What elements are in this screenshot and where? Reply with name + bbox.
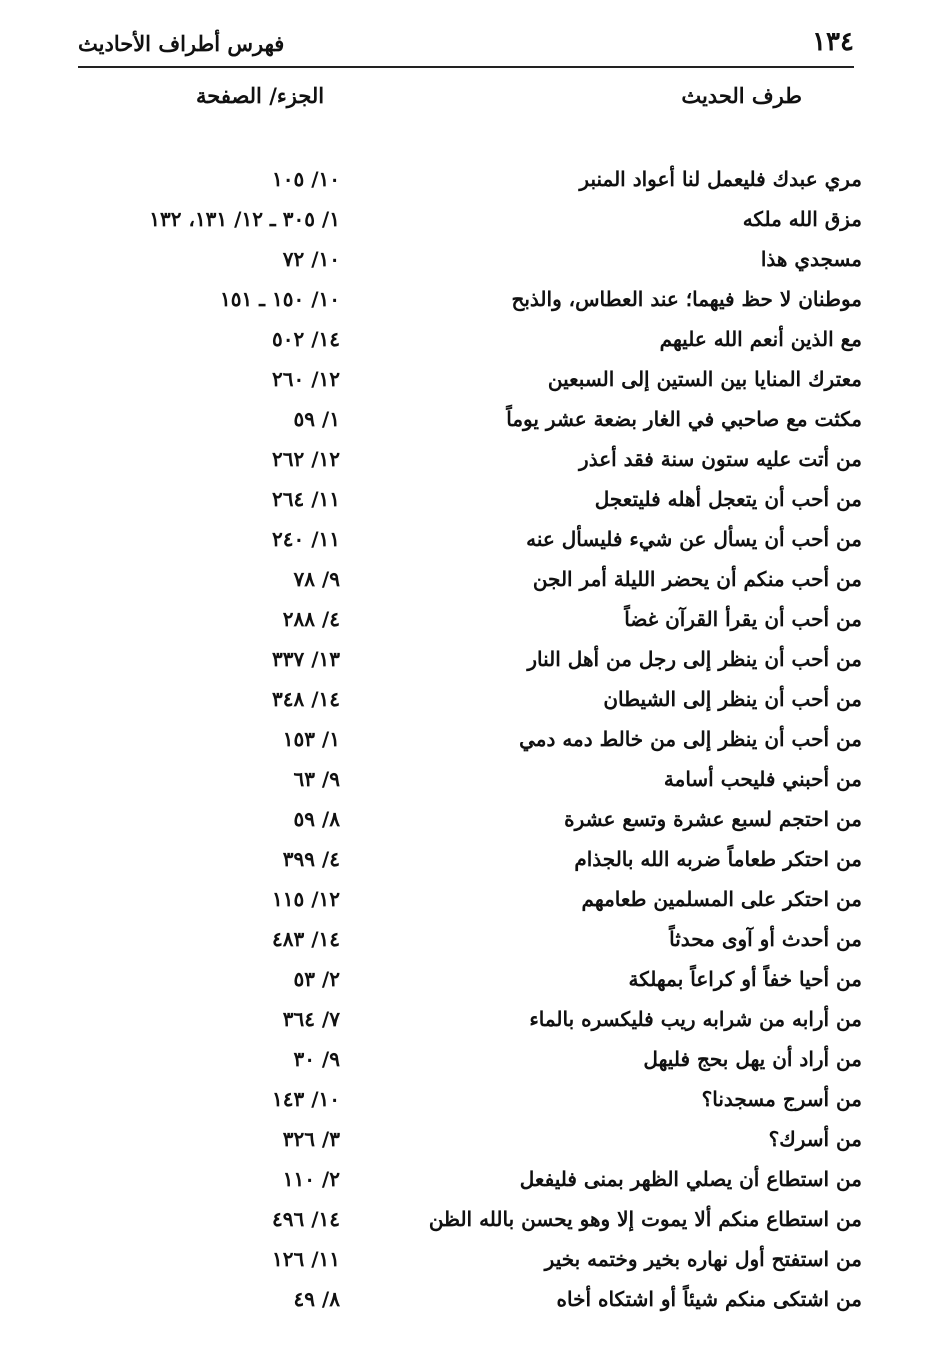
hadith-text: من أحب منكم أن يحضر الليلة أمر الجن (532, 567, 862, 591)
hadith-text: من أتت عليه ستون سنة فقد أعذر (579, 447, 862, 471)
hadith-text: مع الذين أنعم الله عليهم (659, 327, 862, 351)
volume-page-reference: ١٢/ ٢٦٢ (272, 447, 340, 471)
hadith-text: من استفتح أول نهاره بخير وختمه بخير (544, 1247, 862, 1271)
index-entry (78, 1280, 862, 1320)
index-entry (78, 840, 862, 880)
volume-page-reference: ١٤/ ٤٨٣ (272, 927, 340, 951)
index-entry (78, 1200, 862, 1240)
index-entry (78, 240, 862, 280)
hadith-text: مسجدي هذا (760, 247, 862, 271)
hadith-text: من أحب أن ينظر إلى رجل من أهل النار (527, 647, 862, 671)
volume-page-reference: ١٤/ ٤٩٦ (272, 1207, 340, 1231)
volume-page-reference: ١/ ٥٩ (293, 407, 340, 431)
volume-page-reference: ٩/ ٦٣ (293, 767, 340, 791)
volume-page-reference: ٢/ ١١٠ (282, 1167, 340, 1191)
index-entry (78, 280, 862, 320)
hadith-text: من أحب أن يتعجل أهله فليتعجل (594, 487, 862, 511)
index-entry (78, 520, 862, 560)
index-entry (78, 1000, 862, 1040)
index-entry (78, 360, 862, 400)
volume-page-reference: ٣/ ٣٢٦ (282, 1127, 340, 1151)
volume-page-reference: ١٠/ ١٠٥ (272, 167, 340, 191)
hadith-text: من أحب أن يقرأ القرآن غضاً (624, 607, 862, 631)
index-entry (78, 720, 862, 760)
index-entry (78, 1120, 862, 1160)
hadith-text: من أرابه من شرابه ريب فليكسره بالماء (529, 1007, 862, 1031)
volume-page-reference: ١٣/ ٣٣٧ (272, 647, 340, 671)
hadith-index-list (78, 160, 862, 1320)
hadith-text: مكثت مع صاحبي في الغار بضعة عشر يوماً (506, 407, 862, 431)
hadith-text: من احتكر طعاماً ضربه الله بالجذام (574, 847, 862, 871)
volume-page-reference: ١١/ ٢٤٠ (272, 527, 340, 551)
index-entry (78, 1080, 862, 1120)
index-title: فهرس أطراف الأحاديث (78, 31, 285, 56)
index-entry (78, 680, 862, 720)
hadith-text: من استطاع أن يصلي الظهر بمنى فليفعل (519, 1167, 862, 1191)
hadith-text: من اشتكى منكم شيئاً أو اشتكاه أخاه (556, 1287, 862, 1311)
volume-page-reference: ١٠/ ٧٢ (282, 247, 340, 271)
index-entry (78, 600, 862, 640)
index-entry (78, 880, 862, 920)
column-header-reference: الجزء/ الصفحة (196, 83, 325, 108)
hadith-text: من استطاع منكم ألا يموت إلا وهو يحسن بالله الظن (428, 1207, 862, 1231)
hadith-text: من أحب أن ينظر إلى الشيطان (603, 687, 862, 711)
index-entry (78, 640, 862, 680)
volume-page-reference: ١٠/ ١٤٣ (272, 1087, 340, 1111)
hadith-text: من أحدث أو آوى محدثاً (669, 927, 862, 951)
volume-page-reference: ٤/ ٣٩٩ (282, 847, 340, 871)
volume-page-reference: ٧/ ٣٦٤ (282, 1007, 340, 1031)
index-entry (78, 200, 862, 240)
volume-page-reference: ٨/ ٤٩ (293, 1287, 340, 1311)
index-entry (78, 480, 862, 520)
volume-page-reference: ٢/ ٥٣ (293, 967, 340, 991)
running-header (78, 18, 854, 66)
hadith-text: من أحب أن ينظر إلى من خالط دمه دمي (519, 727, 862, 751)
index-entry (78, 160, 862, 200)
hadith-text: من احتكر على المسلمين طعامهم (581, 887, 862, 911)
volume-page-reference: ١١/ ٢٦٤ (272, 487, 340, 511)
index-entry (78, 1160, 862, 1200)
hadith-text: من أحبني فليحب أسامة (663, 767, 862, 791)
index-entry (78, 1240, 862, 1280)
header-rule (78, 66, 854, 68)
hadith-text: معترك المنايا بين الستين إلى السبعين (547, 367, 862, 391)
column-headers (78, 80, 854, 116)
volume-page-reference: ١٢/ ٢٦٠ (272, 367, 340, 391)
page-number: ١٣٤ (812, 27, 854, 57)
hadith-text: مري عبدك فليعمل لنا أعواد المنبر (579, 167, 862, 191)
hadith-text: من أحيا خفاً أو كراعاً بمهلكة (628, 967, 862, 991)
volume-page-reference: ١١/ ١٢٦ (272, 1247, 340, 1271)
index-entry (78, 320, 862, 360)
index-entry (78, 1040, 862, 1080)
volume-page-reference: ١٤/ ٥٠٢ (272, 327, 340, 351)
hadith-text: من أراد أن يهل بحج فليهل (643, 1047, 862, 1071)
hadith-text: من أسرك؟ (768, 1127, 862, 1151)
index-entry (78, 960, 862, 1000)
hadith-text: من احتجم لسبع عشرة وتسع عشرة (564, 807, 862, 831)
hadith-text: موطنان لا حظ فيهما؛ عند العطاس، والذبح (511, 287, 862, 311)
volume-page-reference: ٤/ ٢٨٨ (282, 607, 340, 631)
index-entry (78, 920, 862, 960)
index-entry (78, 560, 862, 600)
hadith-text: مزق الله ملكه (742, 207, 862, 231)
column-header-hadith: طرف الحديث (681, 83, 802, 108)
index-entry (78, 800, 862, 840)
hadith-text: من أسرج مسجدنا؟ (701, 1087, 862, 1111)
index-entry (78, 400, 862, 440)
index-entry (78, 440, 862, 480)
volume-page-reference: ٨/ ٥٩ (293, 807, 340, 831)
volume-page-reference: ١٠/ ١٥٠ ـ ١٥١ (219, 287, 340, 311)
volume-page-reference: ١٢/ ١١٥ (272, 887, 340, 911)
hadith-text: من أحب أن يسأل عن شيء فليسأل عنه (526, 527, 862, 551)
index-entry (78, 760, 862, 800)
volume-page-reference: ١/ ٣٠٥ ـ ١٢/ ١٣١، ١٣٢ (149, 207, 340, 231)
volume-page-reference: ١/ ١٥٣ (282, 727, 340, 751)
volume-page-reference: ١٤/ ٣٤٨ (272, 687, 340, 711)
volume-page-reference: ٩/ ٧٨ (293, 567, 340, 591)
volume-page-reference: ٩/ ٣٠ (293, 1047, 340, 1071)
